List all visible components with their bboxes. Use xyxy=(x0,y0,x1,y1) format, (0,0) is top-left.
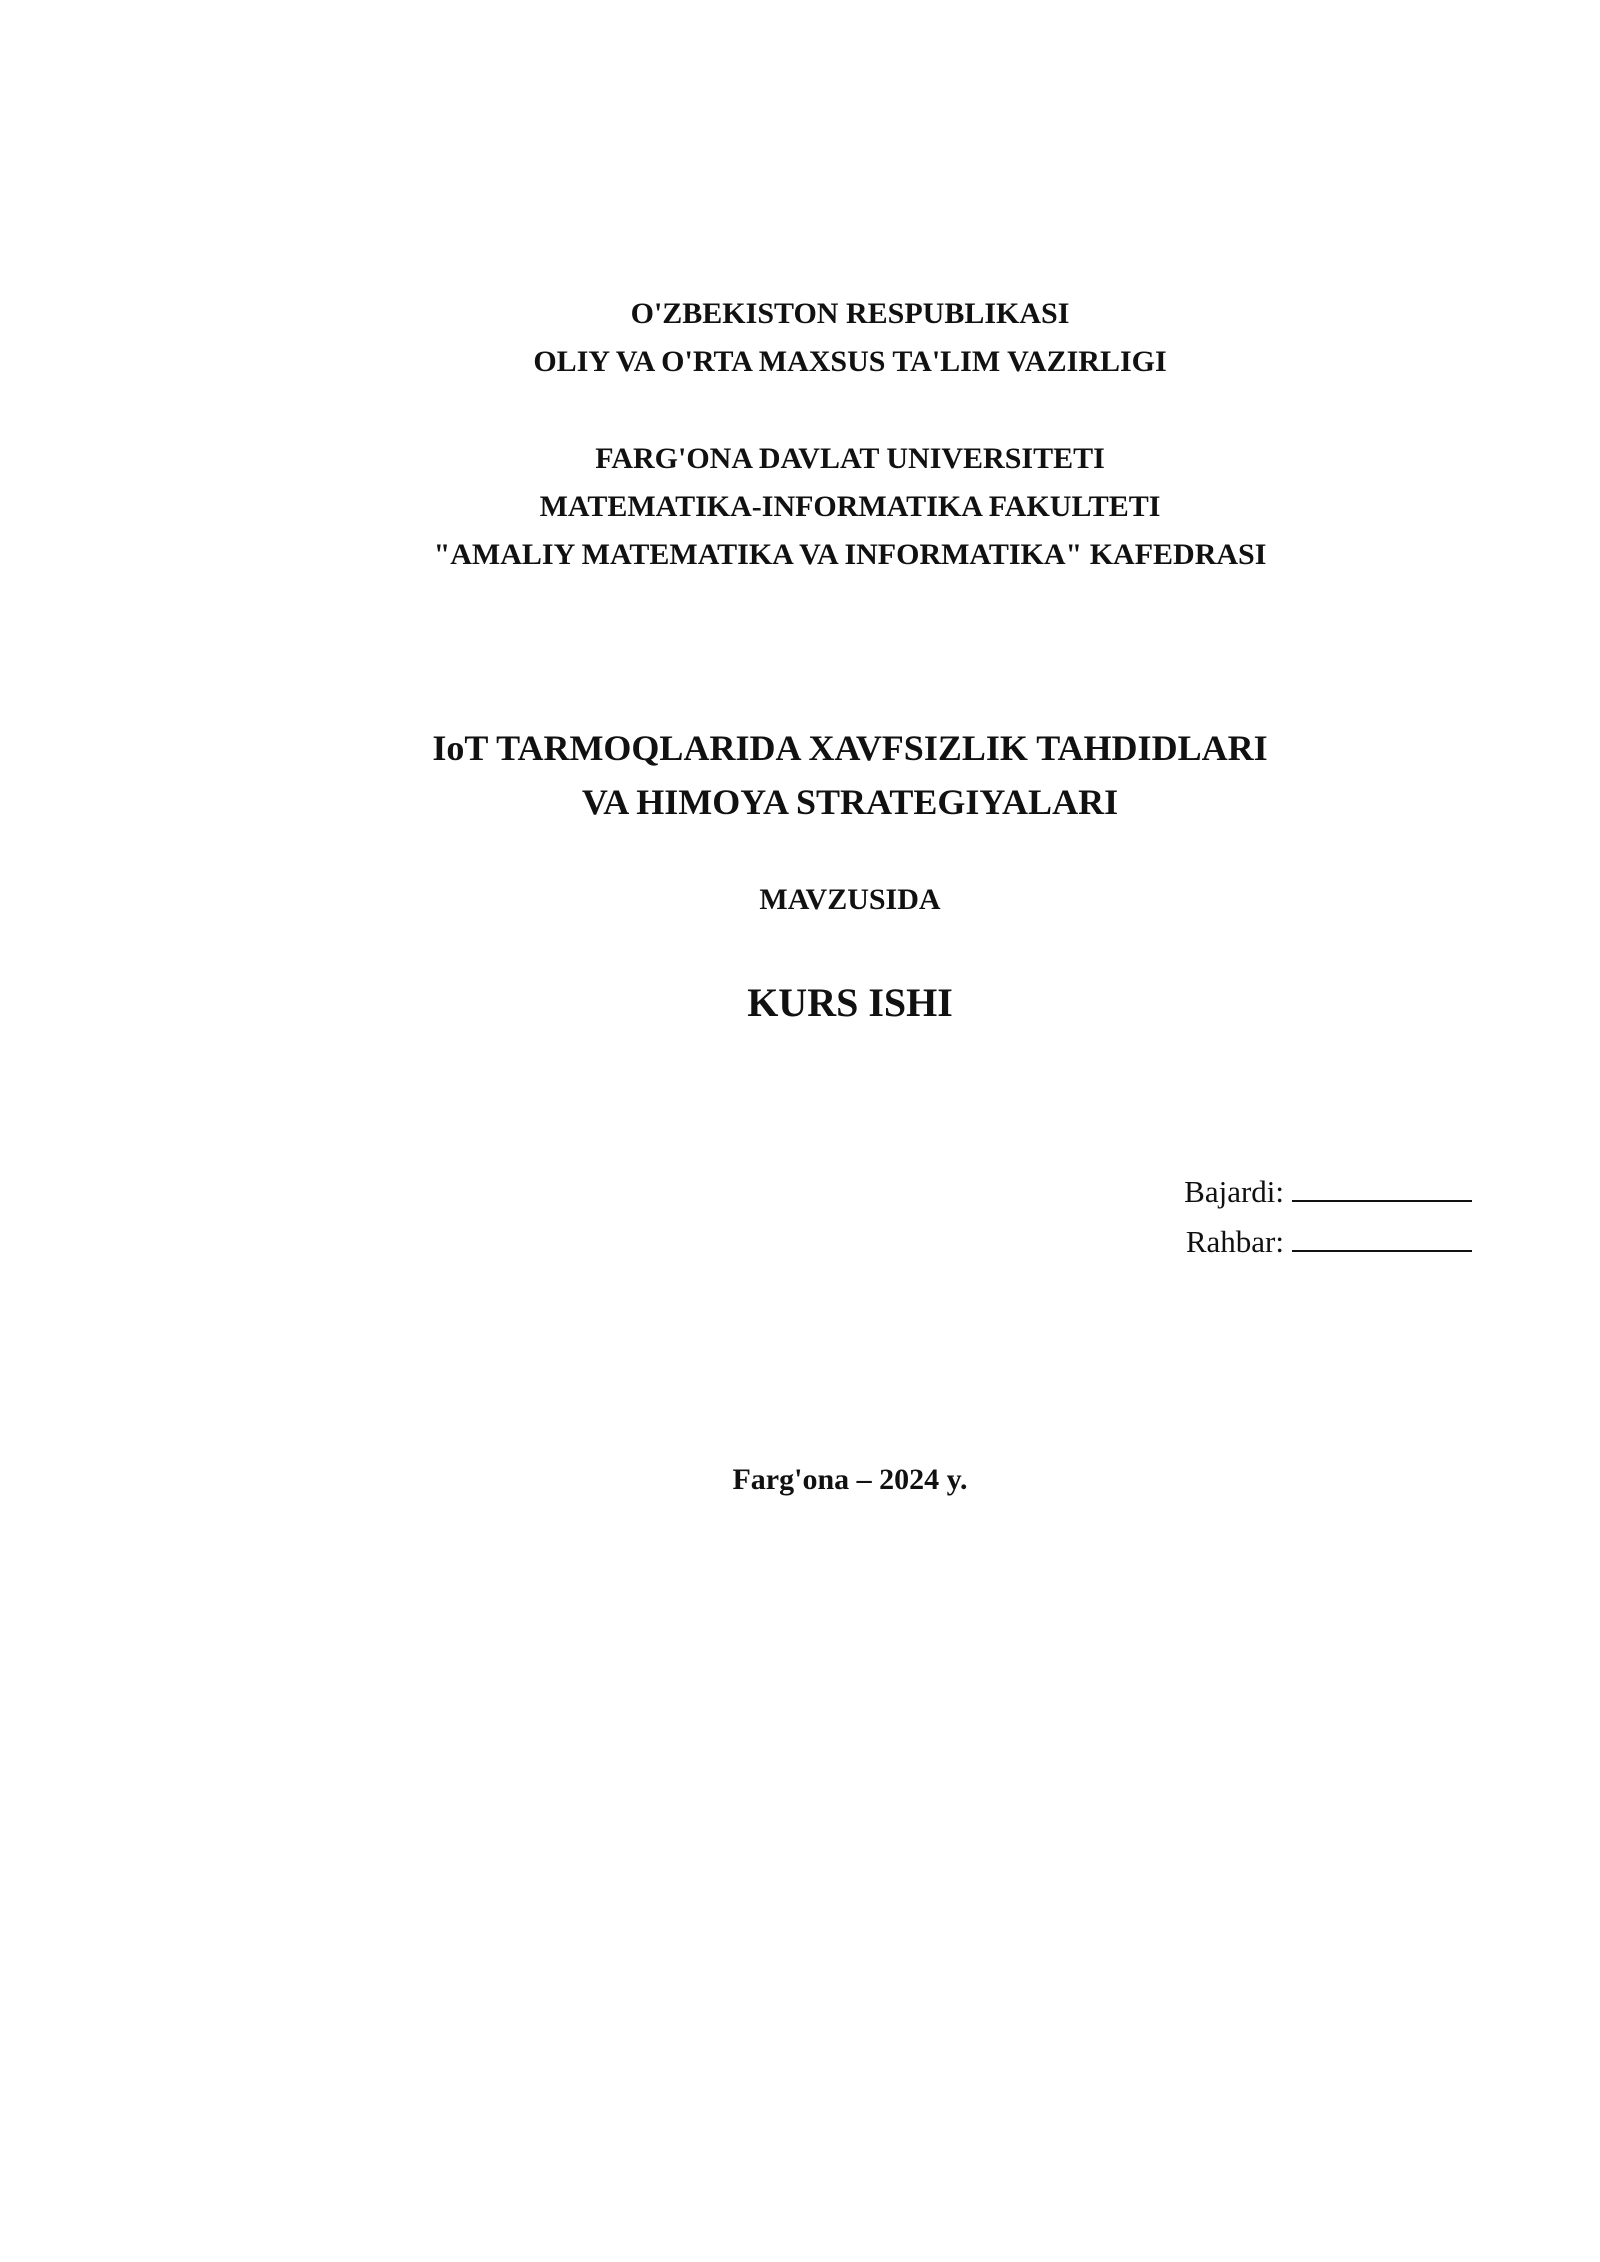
supervisor-blank xyxy=(1292,1226,1472,1252)
department-line: "AMALIY MATEMATIKA VA INFORMATIKA" KAFEDRASI xyxy=(433,538,1267,571)
country-line: O'ZBEKISTON RESPUBLIKASI xyxy=(630,297,1070,330)
faculty-line: MATEMATIKA-INFORMATIKA FAKULTETI xyxy=(539,490,1161,523)
university-line: FARG'ONA DAVLAT UNIVERSITETI xyxy=(595,442,1105,475)
performed-by-blank xyxy=(1292,1176,1472,1202)
performed-by-line xyxy=(1184,1173,1472,1211)
work-type-title: KURS ISHI xyxy=(747,980,953,1025)
topic-title-line2: VA HIMOYA STRATEGIYALARI xyxy=(581,782,1119,822)
supervisor-line xyxy=(1186,1223,1472,1261)
place-year: Farg'ona – 2024 y. xyxy=(732,1463,968,1496)
performed-by-label: Bajardi: xyxy=(1184,1174,1284,1209)
supervisor-label: Rahbar: xyxy=(1185,1224,1284,1259)
topic-title-line1: IoT TARMOQLARIDA XAVFSIZLIK TAHDIDLARI xyxy=(432,728,1268,768)
ministry-line: OLIY VA O'RTA MAXSUS TA'LIM VAZIRLIGI xyxy=(533,345,1167,378)
topic-subtitle: MAVZUSIDA xyxy=(759,883,941,916)
